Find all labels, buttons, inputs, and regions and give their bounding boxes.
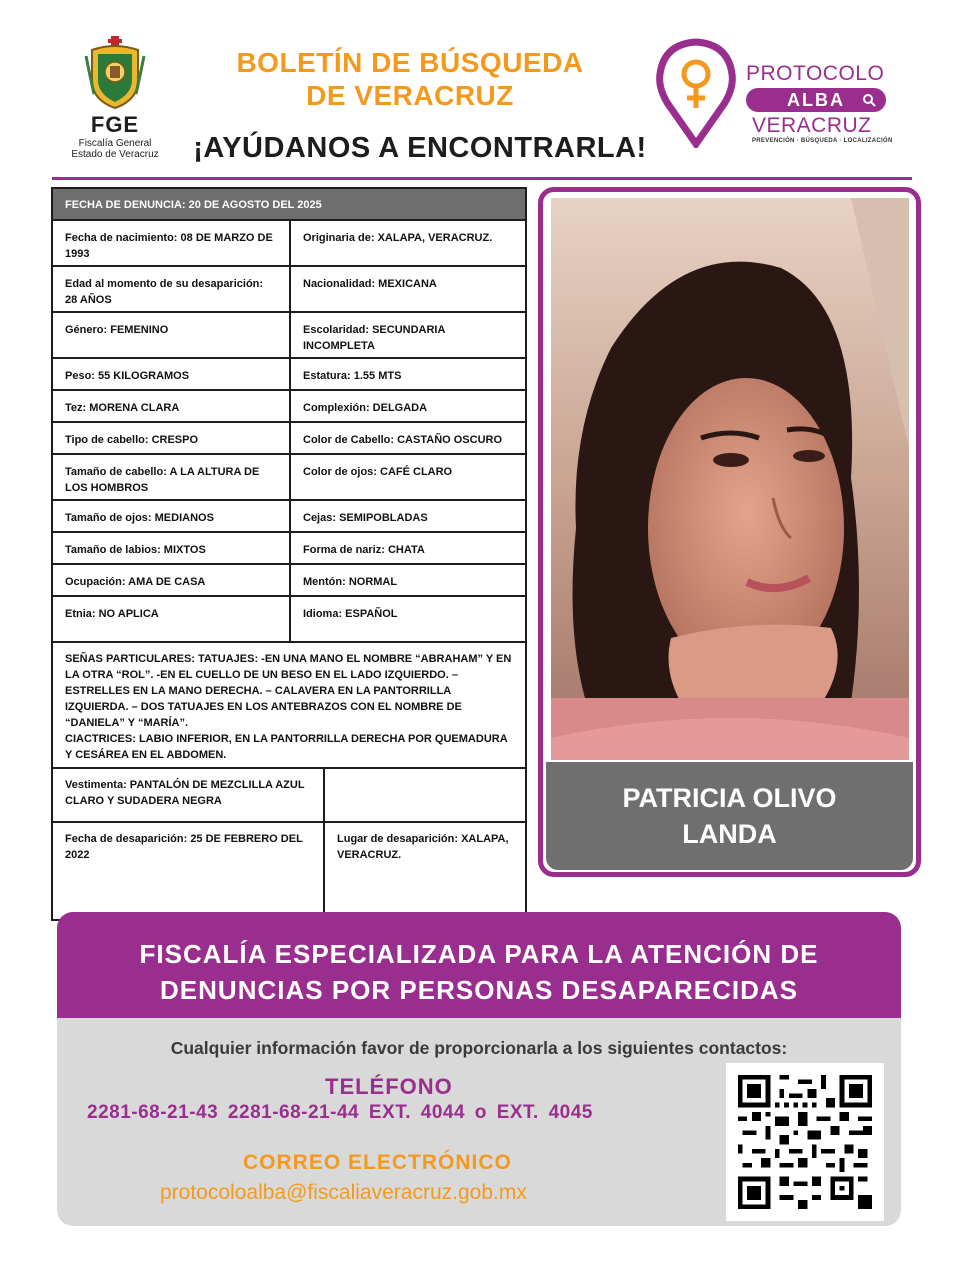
contact-intro: Cualquier información favor de proporcionarla a los siguientes contactos: <box>170 1038 788 1058</box>
distinguishing-marks <box>53 643 525 769</box>
language: Idioma: ESPAÑOL <box>289 597 525 641</box>
veracruz-coat-of-arms-icon <box>84 36 146 110</box>
nationality: Nacionalidad: MEXICANA <box>289 267 525 311</box>
bulletin-title <box>200 46 620 112</box>
hair-color: Color de Cabello: CASTAÑO OSCURO <box>289 423 525 453</box>
phone-label: TELÉFONO <box>325 1074 453 1099</box>
alba-protocolo-text: PROTOCOLO <box>746 62 885 85</box>
agency-line2: DENUNCIAS POR PERSONAS DESAPARECIDAS <box>160 975 798 1005</box>
email-label: CORREO ELECTRÓNICO <box>243 1151 512 1174</box>
eye-size: Tamaño de ojos: MEDIANOS <box>65 512 214 524</box>
clothing: Vestimenta: PANTALÓN DE MEZCLILLA AZUL CLARO Y SUDADERA NEGRA <box>65 779 305 807</box>
phone-numbers[interactable]: 2281-68-21-43 2281-68-21-44 EXT. 4044 o EXT. 4045 <box>87 1102 593 1123</box>
table-row <box>53 565 525 597</box>
origin: Originaria de: XALAPA, VERACRUZ. <box>289 221 525 265</box>
tattoos-text: SEÑAS PARTICULARES: TATUAJES: -EN UNA MANO EL NOMBRE “ABRAHAM” Y EN LA OTRA “ROL”. -EN EL CUELLO DE UN BESO EN EL LADO IZQUIERDO. – ESTRELLES EN LA MANO DERECHA. – CALAVERA EN LA PANTORRILLA IZQUIERDA. – DOS TATUAJES EN LOS ANTEBRAZOS CON EL NOMBRE DE “DANIELA” Y “MARÍA”. <box>65 653 512 729</box>
scars-text: CIACTRICES: LABIO INFERIOR, EN LA PANTORRILLA DERECHA POR QUEMADURA Y CESÁREA EN EL ABDOMEN. <box>65 733 508 761</box>
disappearance-date: Fecha de desaparición: 25 DE FEBRERO DEL 2022 <box>65 833 303 861</box>
disappearance-place: Lugar de desaparición: XALAPA, VERACRUZ. <box>323 823 525 919</box>
alba-text: ALBA <box>787 90 845 110</box>
table-row <box>53 769 525 823</box>
complaint-date: FECHA DE DENUNCIA: 20 DE AGOSTO DEL 2025 <box>53 189 525 221</box>
person-info-table <box>51 187 527 921</box>
fge-abbreviation: FGE <box>90 112 140 137</box>
skin-tone: Tez: MORENA CLARA <box>65 402 180 414</box>
alba-pill <box>746 88 886 112</box>
chin: Mentón: NORMAL <box>289 565 525 595</box>
name-line2: LANDA <box>682 819 777 849</box>
table-row <box>53 267 525 313</box>
bulletin-title-line2: DE VERACRUZ <box>306 80 514 111</box>
bulletin-title-line1: BOLETÍN DE BÚSQUEDA <box>236 47 584 78</box>
table-row <box>53 313 525 359</box>
fge-logo <box>60 36 170 166</box>
missing-person-photo-frame <box>538 187 921 877</box>
agency-banner <box>57 912 901 1018</box>
birth-date: Fecha de nacimiento: 08 DE MARZO DE 1993 <box>65 232 273 260</box>
fge-name-line2: Estado de Veracruz <box>71 149 159 160</box>
fge-name-line1: Fiscalía General <box>78 138 152 149</box>
clothing-extra <box>323 769 525 821</box>
name-line1: PATRICIA OLIVO <box>622 783 837 813</box>
gender: Género: FEMENINO <box>65 324 169 336</box>
table-row <box>53 597 525 643</box>
missing-person-photo <box>551 198 909 760</box>
ethnicity: Etnia: NO APLICA <box>65 608 159 620</box>
help-find-her-title: ¡AYÚDANOS A ENCONTRARLA! <box>193 132 647 164</box>
hair-type: Tipo de cabello: CRESPO <box>65 434 199 446</box>
table-row <box>53 359 525 391</box>
build: Complexión: DELGADA <box>289 391 525 421</box>
email-link[interactable]: protocoloalba@fiscaliaveracruz.gob.mx <box>160 1181 527 1204</box>
hair-length: Tamaño de cabello: A LA ALTURA DE LOS HOMBROS <box>65 466 260 494</box>
table-row <box>53 533 525 565</box>
nose-shape: Forma de nariz: CHATA <box>289 533 525 563</box>
agency-line1: FISCALÍA ESPECIALIZADA PARA LA ATENCIÓN DE <box>139 939 819 969</box>
education: Escolaridad: SECUNDARIA INCOMPLETA <box>289 313 525 357</box>
alba-tagline: PREVENCIÓN · BÚSQUEDA · LOCALIZACIÓN <box>752 138 893 144</box>
eye-color: Color de ojos: CAFÉ CLARO <box>289 455 525 499</box>
table-row <box>53 501 525 533</box>
table-row <box>53 823 525 919</box>
height: Estatura: 1.55 MTS <box>289 359 525 389</box>
eyebrows: Cejas: SEMIPOBLADAS <box>289 501 525 531</box>
magnifier-icon <box>862 93 876 107</box>
weight: Peso: 55 KILOGRAMOS <box>65 370 190 382</box>
table-row <box>53 391 525 423</box>
contact-panel <box>57 1018 901 1226</box>
occupation: Ocupación: AMA DE CASA <box>65 576 206 588</box>
header-divider <box>52 177 912 180</box>
table-row <box>53 455 525 501</box>
lip-size: Tamaño de labios: MIXTOS <box>65 544 206 556</box>
protocolo-alba-logo <box>656 38 906 158</box>
table-row <box>53 423 525 455</box>
qr-code-icon[interactable] <box>726 1063 884 1221</box>
alba-veracruz-text: VERACRUZ <box>752 114 872 137</box>
female-location-pin-icon <box>656 38 736 148</box>
age-at-disappearance: Edad al momento de su desaparición: 28 AÑOS <box>65 278 264 306</box>
missing-person-name <box>546 762 913 870</box>
table-row <box>53 221 525 267</box>
